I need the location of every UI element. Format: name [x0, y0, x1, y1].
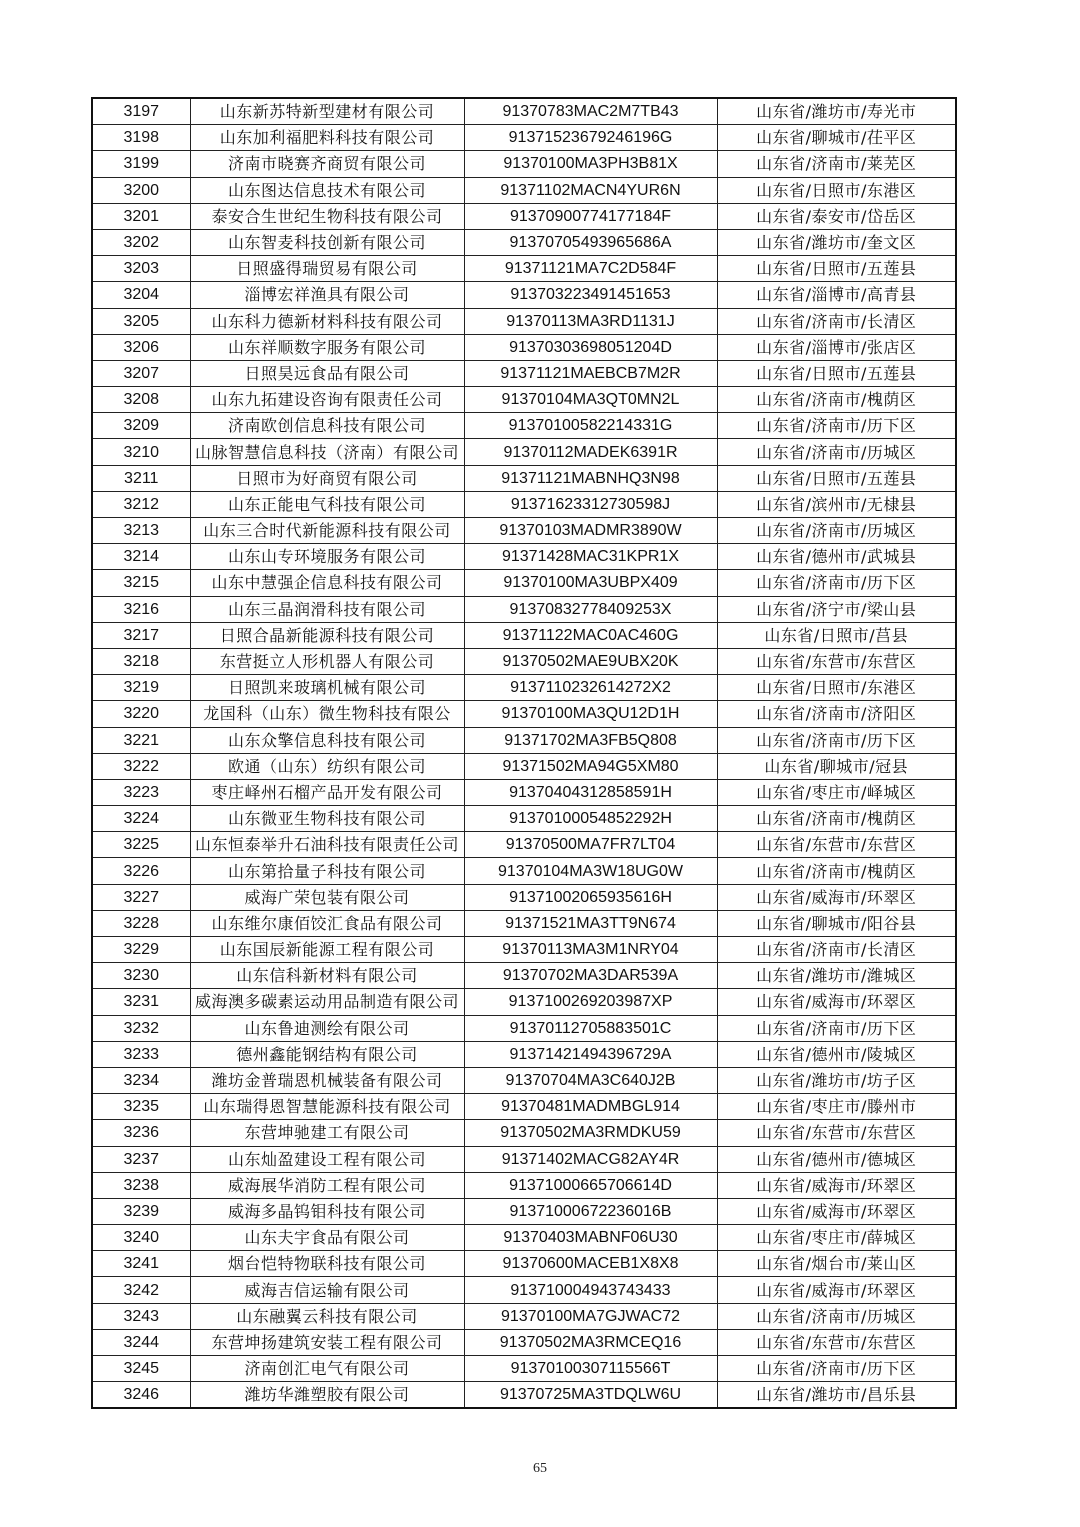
- row-number: 3224: [92, 806, 190, 832]
- row-number: 3220: [92, 701, 190, 727]
- region: 山东省/日照市/东港区: [717, 675, 956, 701]
- region: 山东省/威海市/环翠区: [717, 884, 956, 910]
- credit-code: 91370481MADMBGL914: [464, 1094, 717, 1120]
- region: 山东省/济南市/历城区: [717, 439, 956, 465]
- table-row: [92, 1067, 956, 1093]
- table-row: [92, 125, 956, 151]
- company-name: 山东新苏特新型建材有限公司: [190, 98, 464, 125]
- region: 山东省/日照市/五莲县: [717, 256, 956, 282]
- company-name: 山东夫宇食品有限公司: [190, 1225, 464, 1251]
- table-row: [92, 648, 956, 674]
- table-row: [92, 1172, 956, 1198]
- row-number: 3209: [92, 413, 190, 439]
- company-name: 欧通（山东）纺织有限公司: [190, 753, 464, 779]
- table-row: [92, 727, 956, 753]
- row-number: 3199: [92, 151, 190, 177]
- credit-code: 91370702MA3DAR539A: [464, 963, 717, 989]
- table-row: [92, 858, 956, 884]
- table-row: [92, 937, 956, 963]
- row-number: 3207: [92, 360, 190, 386]
- company-name: 山东鲁迪测绘有限公司: [190, 1015, 464, 1041]
- company-name: 东营坤驰建工有限公司: [190, 1120, 464, 1146]
- row-number: 3219: [92, 675, 190, 701]
- table-row: [92, 282, 956, 308]
- table-row: [92, 884, 956, 910]
- row-number: 3197: [92, 98, 190, 125]
- credit-code: 91371502MA94G5XM80: [464, 753, 717, 779]
- table-row: [92, 491, 956, 517]
- table-row: [92, 1094, 956, 1120]
- credit-code: 91370704MA3C640J2B: [464, 1067, 717, 1093]
- region: 山东省/日照市/莒县: [717, 622, 956, 648]
- company-name: 山东第拾量子科技有限公司: [190, 858, 464, 884]
- company-name: 日照盛得瑞贸易有限公司: [190, 256, 464, 282]
- table-row: [92, 1041, 956, 1067]
- row-number: 3228: [92, 910, 190, 936]
- row-number: 3234: [92, 1067, 190, 1093]
- credit-code: 91370303698051204D: [464, 334, 717, 360]
- row-number: 3198: [92, 125, 190, 151]
- company-name: 济南欧创信息科技有限公司: [190, 413, 464, 439]
- company-name: 山东恒泰举升石油科技有限责任公司: [190, 832, 464, 858]
- row-number: 3244: [92, 1329, 190, 1355]
- row-number: 3206: [92, 334, 190, 360]
- company-name: 威海展华消防工程有限公司: [190, 1172, 464, 1198]
- row-number: 3243: [92, 1303, 190, 1329]
- region: 山东省/威海市/环翠区: [717, 1198, 956, 1224]
- region: 山东省/枣庄市/薛城区: [717, 1225, 956, 1251]
- credit-code: 91370104MA3W18UG0W: [464, 858, 717, 884]
- table-row: [92, 1277, 956, 1303]
- company-name: 泰安合生世纪生物科技有限公司: [190, 203, 464, 229]
- company-name: 山东融翼云科技有限公司: [190, 1303, 464, 1329]
- table-row: [92, 1251, 956, 1277]
- row-number: 3246: [92, 1382, 190, 1409]
- region: 山东省/聊城市/阳谷县: [717, 910, 956, 936]
- company-name: 山东山专环境服务有限公司: [190, 544, 464, 570]
- row-number: 3225: [92, 832, 190, 858]
- row-number: 3232: [92, 1015, 190, 1041]
- table-row: [92, 910, 956, 936]
- row-number: 3237: [92, 1146, 190, 1172]
- table-row: [92, 989, 956, 1015]
- table-row: [92, 229, 956, 255]
- row-number: 3214: [92, 544, 190, 570]
- company-name: 德州鑫能钢结构有限公司: [190, 1041, 464, 1067]
- credit-code: 91371623312730598J: [464, 491, 717, 517]
- table-row: [92, 963, 956, 989]
- company-list-table: [91, 97, 957, 1409]
- row-number: 3202: [92, 229, 190, 255]
- region: 山东省/淄博市/张店区: [717, 334, 956, 360]
- region: 山东省/枣庄市/滕州市: [717, 1094, 956, 1120]
- region: 山东省/烟台市/莱山区: [717, 1251, 956, 1277]
- region: 山东省/聊城市/茌平区: [717, 125, 956, 151]
- credit-code: 91371121MABNHQ3N98: [464, 465, 717, 491]
- company-name: 山脉智慧信息科技（济南）有限公司: [190, 439, 464, 465]
- row-number: 3233: [92, 1041, 190, 1067]
- region: 山东省/济南市/历下区: [717, 1356, 956, 1382]
- company-name: 山东灿盈建设工程有限公司: [190, 1146, 464, 1172]
- row-number: 3236: [92, 1120, 190, 1146]
- region: 山东省/济南市/槐荫区: [717, 806, 956, 832]
- table-row: [92, 518, 956, 544]
- credit-code: 913710004943743433: [464, 1277, 717, 1303]
- row-number: 3229: [92, 937, 190, 963]
- company-name: 济南创汇电气有限公司: [190, 1356, 464, 1382]
- region: 山东省/济南市/历下区: [717, 413, 956, 439]
- credit-code: 91370783MAC2M7TB43: [464, 98, 717, 125]
- credit-code: 91371102MACN4YUR6N: [464, 177, 717, 203]
- company-name: 枣庄峄州石榴产品开发有限公司: [190, 779, 464, 805]
- company-name: 潍坊华潍塑胶有限公司: [190, 1382, 464, 1409]
- region: 山东省/济南市/槐荫区: [717, 858, 956, 884]
- credit-code: 9137100269203987XP: [464, 989, 717, 1015]
- table-row: [92, 439, 956, 465]
- region: 山东省/济南市/历下区: [717, 570, 956, 596]
- row-number: 3235: [92, 1094, 190, 1120]
- region: 山东省/枣庄市/峄城区: [717, 779, 956, 805]
- company-name: 龙国科（山东）微生物科技有限公: [190, 701, 464, 727]
- credit-code: 91370502MA3RMCEQ16: [464, 1329, 717, 1355]
- company-name: 山东正能电气科技有限公司: [190, 491, 464, 517]
- row-number: 3242: [92, 1277, 190, 1303]
- region: 山东省/济南市/莱芜区: [717, 151, 956, 177]
- region: 山东省/潍坊市/寿光市: [717, 98, 956, 125]
- table-row: [92, 151, 956, 177]
- credit-code: 91371002065935616H: [464, 884, 717, 910]
- row-number: 3230: [92, 963, 190, 989]
- table-row: [92, 387, 956, 413]
- company-name: 东营坤扬建筑安装工程有限公司: [190, 1329, 464, 1355]
- credit-code: 91370112MADEK6391R: [464, 439, 717, 465]
- table-row: [92, 334, 956, 360]
- company-name: 济南市晓赛齐商贸有限公司: [190, 151, 464, 177]
- row-number: 3212: [92, 491, 190, 517]
- region: 山东省/威海市/环翠区: [717, 1172, 956, 1198]
- row-number: 3218: [92, 648, 190, 674]
- company-name: 山东微亚生物科技有限公司: [190, 806, 464, 832]
- row-number: 3201: [92, 203, 190, 229]
- region: 山东省/济南市/历城区: [717, 1303, 956, 1329]
- table-row: [92, 779, 956, 805]
- table-row: [92, 570, 956, 596]
- region: 山东省/济南市/历下区: [717, 1015, 956, 1041]
- company-name: 潍坊金普瑞恩机械装备有限公司: [190, 1067, 464, 1093]
- row-number: 3226: [92, 858, 190, 884]
- region: 山东省/济宁市/梁山县: [717, 596, 956, 622]
- row-number: 3203: [92, 256, 190, 282]
- table-row: [92, 360, 956, 386]
- credit-code: 91370600MACEB1X8X8: [464, 1251, 717, 1277]
- credit-code: 91371521MA3TT9N674: [464, 910, 717, 936]
- region: 山东省/东营市/东营区: [717, 1329, 956, 1355]
- region: 山东省/淄博市/高青县: [717, 282, 956, 308]
- region: 山东省/威海市/环翠区: [717, 1277, 956, 1303]
- credit-code: 91370404312858591H: [464, 779, 717, 805]
- company-name: 山东中慧强企信息科技有限公司: [190, 570, 464, 596]
- row-number: 3213: [92, 518, 190, 544]
- credit-code: 91370100582214331G: [464, 413, 717, 439]
- row-number: 3221: [92, 727, 190, 753]
- region: 山东省/泰安市/岱岳区: [717, 203, 956, 229]
- region: 山东省/德州市/武城县: [717, 544, 956, 570]
- credit-code: 91370104MA3QT0MN2L: [464, 387, 717, 413]
- table-row: [92, 1329, 956, 1355]
- credit-code: 91370112705883501C: [464, 1015, 717, 1041]
- credit-code: 91370100MA3QU12D1H: [464, 701, 717, 727]
- company-name: 日照凯来玻璃机械有限公司: [190, 675, 464, 701]
- row-number: 3227: [92, 884, 190, 910]
- row-number: 3215: [92, 570, 190, 596]
- table-row: [92, 1146, 956, 1172]
- region: 山东省/济南市/济阳区: [717, 701, 956, 727]
- row-number: 3216: [92, 596, 190, 622]
- company-name: 山东图达信息技术有限公司: [190, 177, 464, 203]
- region: 山东省/济南市/长清区: [717, 308, 956, 334]
- row-number: 3238: [92, 1172, 190, 1198]
- row-number: 3210: [92, 439, 190, 465]
- region: 山东省/德州市/德城区: [717, 1146, 956, 1172]
- region: 山东省/日照市/东港区: [717, 177, 956, 203]
- company-name: 山东维尔康佰饺汇食品有限公司: [190, 910, 464, 936]
- region: 山东省/聊城市/冠县: [717, 753, 956, 779]
- credit-code: 91371121MA7C2D584F: [464, 256, 717, 282]
- credit-code: 91371402MACG82AY4R: [464, 1146, 717, 1172]
- page-number: 65: [533, 1461, 547, 1476]
- region: 山东省/东营市/东营区: [717, 1120, 956, 1146]
- table-row: [92, 413, 956, 439]
- table-row: [92, 753, 956, 779]
- region: 山东省/威海市/环翠区: [717, 989, 956, 1015]
- region: 山东省/潍坊市/潍城区: [717, 963, 956, 989]
- credit-code: 91370113MA3RD1131J: [464, 308, 717, 334]
- credit-code: 91370900774177184F: [464, 203, 717, 229]
- table-row: [92, 675, 956, 701]
- credit-code: 91371523679246196G: [464, 125, 717, 151]
- region: 山东省/日照市/五莲县: [717, 465, 956, 491]
- region: 山东省/潍坊市/奎文区: [717, 229, 956, 255]
- row-number: 3204: [92, 282, 190, 308]
- row-number: 3245: [92, 1356, 190, 1382]
- company-name: 山东三合时代新能源科技有限公司: [190, 518, 464, 544]
- credit-code: 91370113MA3M1NRY04: [464, 937, 717, 963]
- table-row: [92, 203, 956, 229]
- credit-code: 91370100MA3PH3B81X: [464, 151, 717, 177]
- table-row: [92, 98, 956, 125]
- company-name: 山东祥顺数字服务有限公司: [190, 334, 464, 360]
- table-row: [92, 596, 956, 622]
- credit-code: 91371702MA3FB5Q808: [464, 727, 717, 753]
- region: 山东省/东营市/东营区: [717, 832, 956, 858]
- row-number: 3200: [92, 177, 190, 203]
- table-row: [92, 256, 956, 282]
- row-number: 3223: [92, 779, 190, 805]
- credit-code: 91371122MAC0AC460G: [464, 622, 717, 648]
- row-number: 3239: [92, 1198, 190, 1224]
- company-name: 山东加利福肥料科技有限公司: [190, 125, 464, 151]
- company-name: 山东众擎信息科技有限公司: [190, 727, 464, 753]
- company-name: 山东科力德新材料科技有限公司: [190, 308, 464, 334]
- company-name: 山东瑞得恩智慧能源科技有限公司: [190, 1094, 464, 1120]
- region: 山东省/济南市/历城区: [717, 518, 956, 544]
- credit-code: 91371000672236016B: [464, 1198, 717, 1224]
- table-row: [92, 177, 956, 203]
- company-name: 威海吉信运输有限公司: [190, 1277, 464, 1303]
- table-row: [92, 622, 956, 648]
- row-number: 3222: [92, 753, 190, 779]
- credit-code: 91371000665706614D: [464, 1172, 717, 1198]
- credit-code: 91370100054852292H: [464, 806, 717, 832]
- company-name: 威海澳多碳素运动用品制造有限公司: [190, 989, 464, 1015]
- company-name: 日照合晶新能源科技有限公司: [190, 622, 464, 648]
- company-name: 淄博宏祥渔具有限公司: [190, 282, 464, 308]
- credit-code: 91371428MAC31KPR1X: [464, 544, 717, 570]
- row-number: 3205: [92, 308, 190, 334]
- table-row: [92, 1015, 956, 1041]
- table-row: [92, 1198, 956, 1224]
- row-number: 3241: [92, 1251, 190, 1277]
- table-row: [92, 1356, 956, 1382]
- row-number: 3217: [92, 622, 190, 648]
- table-row: [92, 465, 956, 491]
- table-body: [92, 98, 956, 1408]
- region: 山东省/日照市/五莲县: [717, 360, 956, 386]
- table-row: [92, 1225, 956, 1251]
- row-number: 3208: [92, 387, 190, 413]
- table-row: [92, 701, 956, 727]
- credit-code: 91371421494396729A: [464, 1041, 717, 1067]
- credit-code: 91370832778409253X: [464, 596, 717, 622]
- company-name: 山东九拓建设咨询有限责任公司: [190, 387, 464, 413]
- region: 山东省/潍坊市/坊子区: [717, 1067, 956, 1093]
- credit-code: 91370500MA7FR7LT04: [464, 832, 717, 858]
- table-row: [92, 806, 956, 832]
- company-name: 日照昊远食品有限公司: [190, 360, 464, 386]
- region: 山东省/济南市/历下区: [717, 727, 956, 753]
- company-name: 威海多晶钨钼科技有限公司: [190, 1198, 464, 1224]
- credit-code: 91370100MA7GJWAC72: [464, 1303, 717, 1329]
- region: 山东省/东营市/东营区: [717, 648, 956, 674]
- company-name: 东营挺立人形机器人有限公司: [190, 648, 464, 674]
- credit-code: 91370725MA3TDQLW6U: [464, 1382, 717, 1409]
- table-row: [92, 1303, 956, 1329]
- table-row: [92, 1120, 956, 1146]
- region: 山东省/德州市/陵城区: [717, 1041, 956, 1067]
- credit-code: 91370100307115566T: [464, 1356, 717, 1382]
- table-row: [92, 1382, 956, 1409]
- company-name: 日照市为好商贸有限公司: [190, 465, 464, 491]
- table-row: [92, 308, 956, 334]
- company-name: 烟台恺特物联科技有限公司: [190, 1251, 464, 1277]
- credit-code: 91370705493965686A: [464, 229, 717, 255]
- region: 山东省/潍坊市/昌乐县: [717, 1382, 956, 1409]
- table-row: [92, 832, 956, 858]
- row-number: 3240: [92, 1225, 190, 1251]
- credit-code: 91371121MAEBCB7M2R: [464, 360, 717, 386]
- credit-code: 91370100MA3UBPX409: [464, 570, 717, 596]
- company-name: 山东三晶润滑科技有限公司: [190, 596, 464, 622]
- region: 山东省/滨州市/无棣县: [717, 491, 956, 517]
- company-name: 威海广荣包装有限公司: [190, 884, 464, 910]
- credit-code: 913703223491451653: [464, 282, 717, 308]
- company-name: 山东国辰新能源工程有限公司: [190, 937, 464, 963]
- company-name: 山东智麦科技创新有限公司: [190, 229, 464, 255]
- credit-code: 91370502MAE9UBX20K: [464, 648, 717, 674]
- company-name: 山东信科新材料有限公司: [190, 963, 464, 989]
- region: 山东省/济南市/槐荫区: [717, 387, 956, 413]
- credit-code: 91370403MABNF06U30: [464, 1225, 717, 1251]
- row-number: 3231: [92, 989, 190, 1015]
- row-number: 3211: [92, 465, 190, 491]
- credit-code: 9137110232614272X2: [464, 675, 717, 701]
- credit-code: 91370502MA3RMDKU59: [464, 1120, 717, 1146]
- table-row: [92, 544, 956, 570]
- credit-code: 91370103MADMR3890W: [464, 518, 717, 544]
- region: 山东省/济南市/长清区: [717, 937, 956, 963]
